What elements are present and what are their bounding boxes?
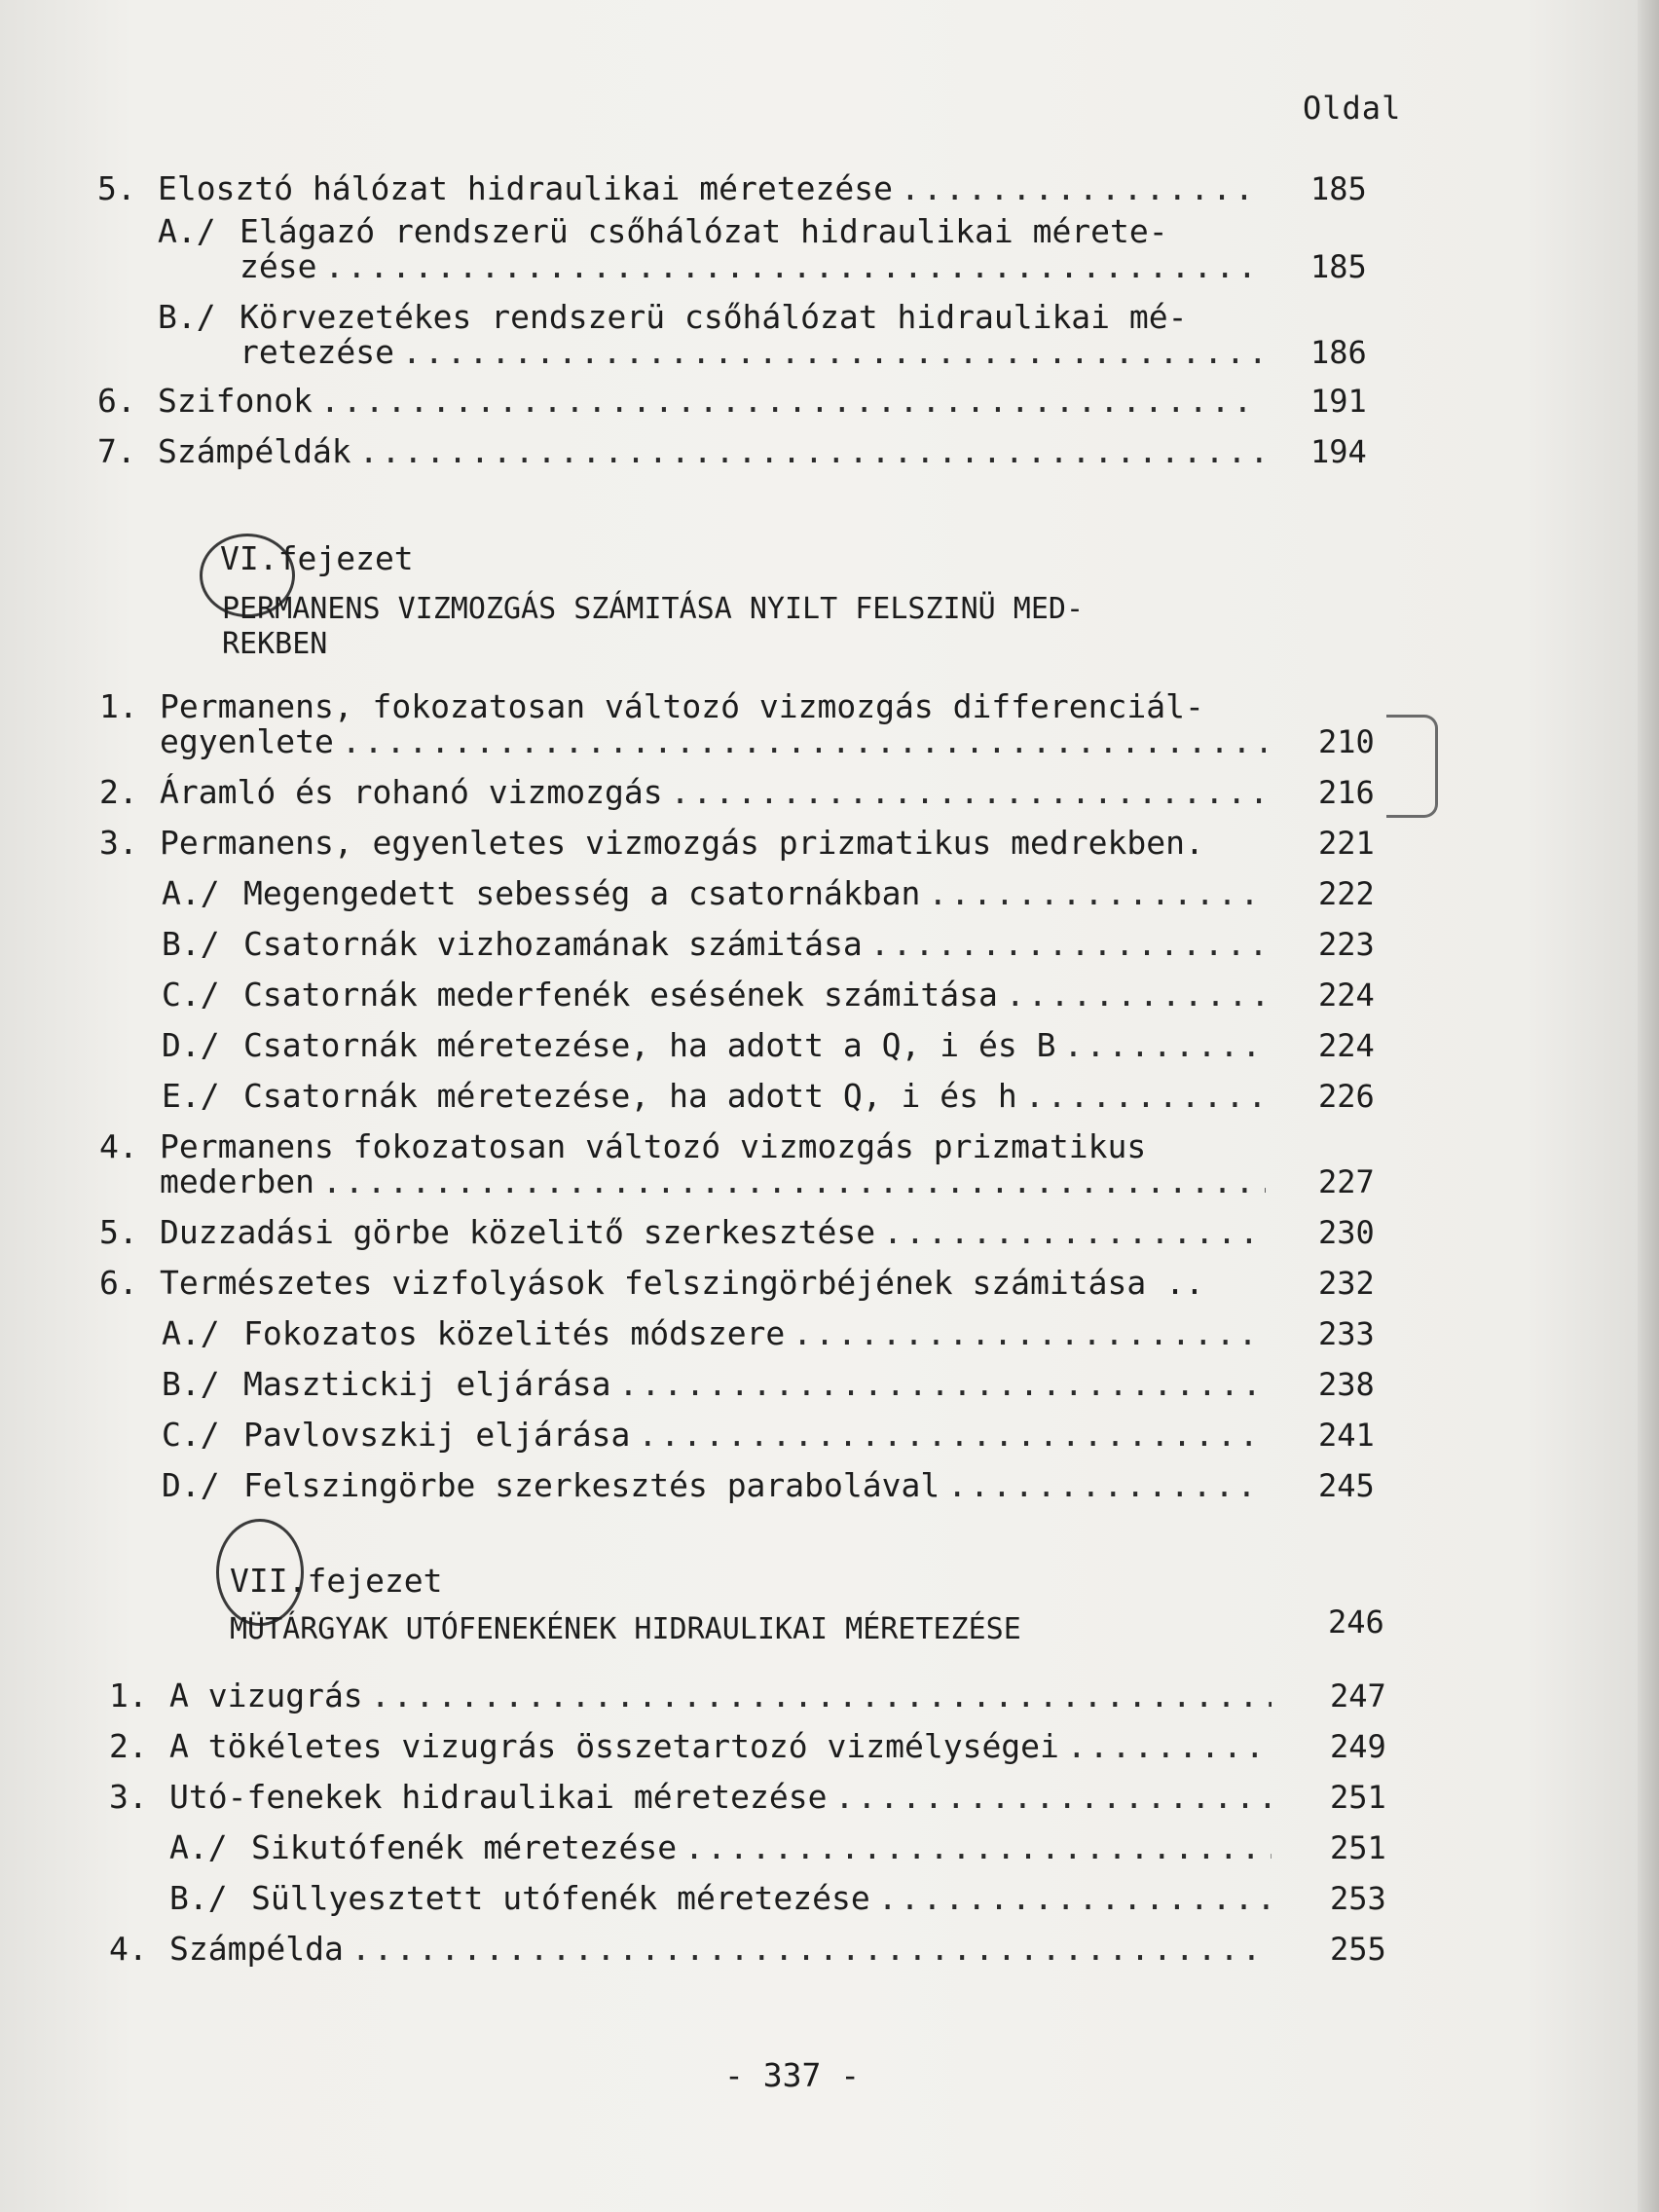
- toc-entry: [99, 687, 1266, 726]
- toc-entry: [97, 432, 1262, 471]
- paper-edge: [1638, 0, 1659, 2212]
- toc-entry: [162, 976, 1266, 1014]
- dot-leader: [883, 1213, 1266, 1252]
- toc-entry-title: Szifonok: [158, 382, 313, 420]
- toc-entry-page-number: 232: [1318, 1265, 1375, 1302]
- toc-entry-number: 7.: [97, 432, 136, 470]
- toc-entry: [169, 1879, 1272, 1918]
- toc-entry-title: Körvezetékes rendszerü csőhálózat hidraulikai mé-: [240, 298, 1188, 336]
- dot-leader: [835, 1778, 1272, 1817]
- toc-entry-title: Természetes vizfolyások felszingörbéjének számitása ..: [160, 1264, 1204, 1302]
- toc-entry-letter: C./: [162, 1416, 220, 1454]
- toc-entry: [97, 169, 1262, 208]
- toc-entry-number: 2.: [99, 773, 138, 811]
- toc-entry-continuation: [160, 1162, 1266, 1201]
- toc-entry-page-number: 191: [1310, 383, 1367, 420]
- toc-entry: [109, 1727, 1272, 1766]
- toc-entry-page-number: 216: [1318, 774, 1375, 811]
- toc-entry-continuation: [240, 247, 1262, 286]
- toc-entry-number: 5.: [99, 1213, 138, 1251]
- chapter-7-heading: MÜTÁRGYAK UTÓFENEKÉNEK HIDRAULIKAI MÉRETEZÉSE: [230, 1612, 1021, 1646]
- toc-entry-title: A vizugrás: [169, 1677, 363, 1714]
- toc-entry-number: 5.: [97, 169, 136, 207]
- toc-entry: [99, 1213, 1266, 1252]
- toc-entry-letter: A./: [169, 1828, 228, 1866]
- dot-leader: [342, 722, 1266, 761]
- toc-entry-title: Megengedett sebesség a csatornákban: [243, 874, 921, 912]
- toc-entry-page-number: 224: [1318, 977, 1375, 1014]
- chapter-6-heading-line1: PERMANENS VIZMOZGÁS SZÁMITÁSA NYILT FELSZINÜ MED-: [222, 592, 1085, 626]
- toc-entry-page-number: 185: [1310, 170, 1367, 207]
- toc-entry: [97, 382, 1262, 421]
- toc-entry-title: Csatornák méretezése, ha adott Q, i és h: [243, 1077, 1017, 1115]
- dot-leader: [1067, 1727, 1272, 1766]
- toc-entry-title: Áramló és rohanó vizmozgás: [160, 773, 663, 811]
- chapter-6-heading-line2: REKBEN: [222, 627, 328, 661]
- toc-entry-page-number: 251: [1330, 1779, 1386, 1816]
- toc-entry: [162, 1077, 1266, 1116]
- toc-entry-page-number: 253: [1330, 1880, 1386, 1917]
- toc-entry-page-number: 247: [1330, 1677, 1386, 1714]
- page-column-label: Oldal: [1303, 90, 1402, 127]
- toc-entry: [158, 212, 1262, 251]
- dot-leader: [324, 247, 1262, 286]
- chapter-7-label: VII.fejezet: [230, 1562, 443, 1600]
- toc-entry-page-number: 227: [1318, 1163, 1375, 1200]
- toc-entry-page-number: 245: [1318, 1467, 1375, 1504]
- toc-entry-title-continued: egyenlete: [160, 722, 334, 760]
- toc-entry-title: Süllyesztett utófenék méretezése: [251, 1879, 870, 1917]
- page-footer-number: - 337 -: [724, 2056, 861, 2094]
- toc-entry: [169, 1828, 1272, 1867]
- toc-entry: [99, 824, 1266, 863]
- toc-entry-letter: A./: [158, 212, 216, 250]
- toc-entry-page-number: 241: [1318, 1417, 1375, 1454]
- dot-leader: [1063, 1026, 1266, 1065]
- toc-entry-page-number: 222: [1318, 875, 1375, 912]
- toc-entry: [109, 1778, 1272, 1817]
- dot-leader: [1006, 976, 1266, 1014]
- dot-leader: [947, 1466, 1266, 1505]
- toc-entry-title: Sikutófenék méretezése: [251, 1828, 678, 1866]
- toc-entry-letter: C./: [162, 976, 220, 1014]
- toc-entry-number: 4.: [99, 1127, 138, 1165]
- toc-entry-title: Permanens, egyenletes vizmozgás prizmatikus medrekben.: [160, 824, 1204, 862]
- toc-entry-title: Elosztó hálózat hidraulikai méretezése: [158, 169, 893, 207]
- toc-entry-title-continued: mederben: [160, 1162, 314, 1200]
- toc-entry-page-number: 233: [1318, 1315, 1375, 1352]
- toc-entry: [109, 1930, 1272, 1969]
- toc-entry-title-continued: zése: [240, 247, 317, 285]
- toc-entry-letter: B./: [158, 298, 216, 336]
- toc-entry-page-number: 238: [1318, 1366, 1375, 1403]
- toc-entry: [158, 298, 1262, 337]
- toc-entry-page-number: 226: [1318, 1078, 1375, 1115]
- toc-entry-title-continued: retezése: [240, 333, 394, 371]
- toc-entry-letter: E./: [162, 1077, 220, 1115]
- toc-entry-letter: B./: [162, 925, 220, 963]
- toc-entry-page-number: 221: [1318, 825, 1375, 862]
- toc-entry-title: Permanens fokozatosan változó vizmozgás prizmatikus: [160, 1127, 1147, 1165]
- toc-entry-letter: A./: [162, 1314, 220, 1352]
- toc-entry-page-number: 230: [1318, 1214, 1375, 1251]
- toc-entry-title: Csatornák méretezése, ha adott a Q, i és B: [243, 1026, 1056, 1064]
- toc-entry: [162, 1365, 1266, 1404]
- dot-leader: [351, 1930, 1272, 1969]
- dot-leader: [1025, 1077, 1266, 1116]
- toc-entry-page-number: 186: [1310, 334, 1367, 371]
- toc-entry: [99, 1264, 1266, 1303]
- toc-entry-title: Számpélda: [169, 1930, 344, 1968]
- toc-entry: [162, 1026, 1266, 1065]
- toc-entry-letter: D./: [162, 1026, 220, 1064]
- toc-entry-letter: B./: [169, 1879, 228, 1917]
- toc-entry-page-number: 224: [1318, 1027, 1375, 1064]
- toc-entry-letter: D./: [162, 1466, 220, 1504]
- toc-entry-title: Fokozatos közelités módszere: [243, 1314, 786, 1352]
- dot-leader: [402, 333, 1262, 372]
- toc-entry-title: Pavlovszkij eljárása: [243, 1416, 631, 1454]
- dot-leader: [638, 1416, 1266, 1455]
- dot-leader: [870, 925, 1266, 964]
- toc-entry-title: Masztickij eljárása: [243, 1365, 611, 1403]
- toc-entry-title: Számpéldák: [158, 432, 351, 470]
- chapter-7-page-number: 246: [1328, 1604, 1384, 1641]
- toc-entry-number: 4.: [109, 1930, 148, 1968]
- toc-entry-letter: B./: [162, 1365, 220, 1403]
- toc-entry-continuation: [240, 333, 1262, 372]
- toc-entry-title: Elágazó rendszerü csőhálózat hidraulikai mérete-: [240, 212, 1168, 250]
- toc-entry: [99, 773, 1266, 812]
- toc-entry-number: 3.: [99, 824, 138, 862]
- toc-entry-page-number: 185: [1310, 248, 1367, 285]
- dot-leader: [878, 1879, 1272, 1918]
- toc-entry-title: Csatornák vizhozamának számitása: [243, 925, 863, 963]
- toc-entry-number: 3.: [109, 1778, 148, 1816]
- toc-entry: [162, 1314, 1266, 1353]
- toc-entry: [162, 1466, 1266, 1505]
- chapter-6-label: VI.fejezet: [220, 539, 414, 577]
- toc-entry-title: Duzzadási görbe közelitő szerkesztése: [160, 1213, 876, 1251]
- toc-entry-number: 6.: [97, 382, 136, 420]
- toc-entry-letter: A./: [162, 874, 220, 912]
- toc-entry-title: Felszingörbe szerkesztés parabolával: [243, 1466, 940, 1504]
- toc-entry-page-number: 194: [1310, 433, 1367, 470]
- toc-entry-number: 2.: [109, 1727, 148, 1765]
- dot-leader: [359, 432, 1262, 471]
- toc-entry-title: Permanens, fokozatosan változó vizmozgás differenciál-: [160, 687, 1204, 725]
- toc-entry-number: 1.: [109, 1677, 148, 1714]
- toc-entry-page-number: 210: [1318, 723, 1375, 760]
- toc-entry: [162, 925, 1266, 964]
- dot-leader: [371, 1677, 1272, 1715]
- toc-entry-title: Utó-fenekek hidraulikai méretezése: [169, 1778, 828, 1816]
- handwritten-bracket-mark: [1386, 715, 1438, 818]
- toc-entry-page-number: 255: [1330, 1931, 1386, 1968]
- dot-leader: [619, 1365, 1267, 1404]
- dot-leader: [928, 874, 1266, 913]
- toc-entry: [162, 874, 1266, 913]
- toc-entry: [99, 1127, 1266, 1166]
- toc-entry-number: 6.: [99, 1264, 138, 1302]
- toc-entry-continuation: [160, 722, 1266, 761]
- dot-leader: [322, 1162, 1266, 1201]
- dot-leader: [320, 382, 1262, 421]
- toc-entry-number: 1.: [99, 687, 138, 725]
- toc-entry-title: A tökéletes vizugrás összetartozó vizmélységei: [169, 1727, 1059, 1765]
- dot-leader: [671, 773, 1266, 812]
- toc-entry-page-number: 251: [1330, 1829, 1386, 1866]
- toc-entry: [162, 1416, 1266, 1455]
- dot-leader: [901, 169, 1262, 208]
- dot-leader: [793, 1314, 1266, 1353]
- toc-entry-page-number: 249: [1330, 1728, 1386, 1765]
- toc-entry-page-number: 223: [1318, 926, 1375, 963]
- toc-entry-title: Csatornák mederfenék esésének számitása: [243, 976, 998, 1014]
- dot-leader: [684, 1828, 1272, 1867]
- toc-entry: [109, 1677, 1272, 1715]
